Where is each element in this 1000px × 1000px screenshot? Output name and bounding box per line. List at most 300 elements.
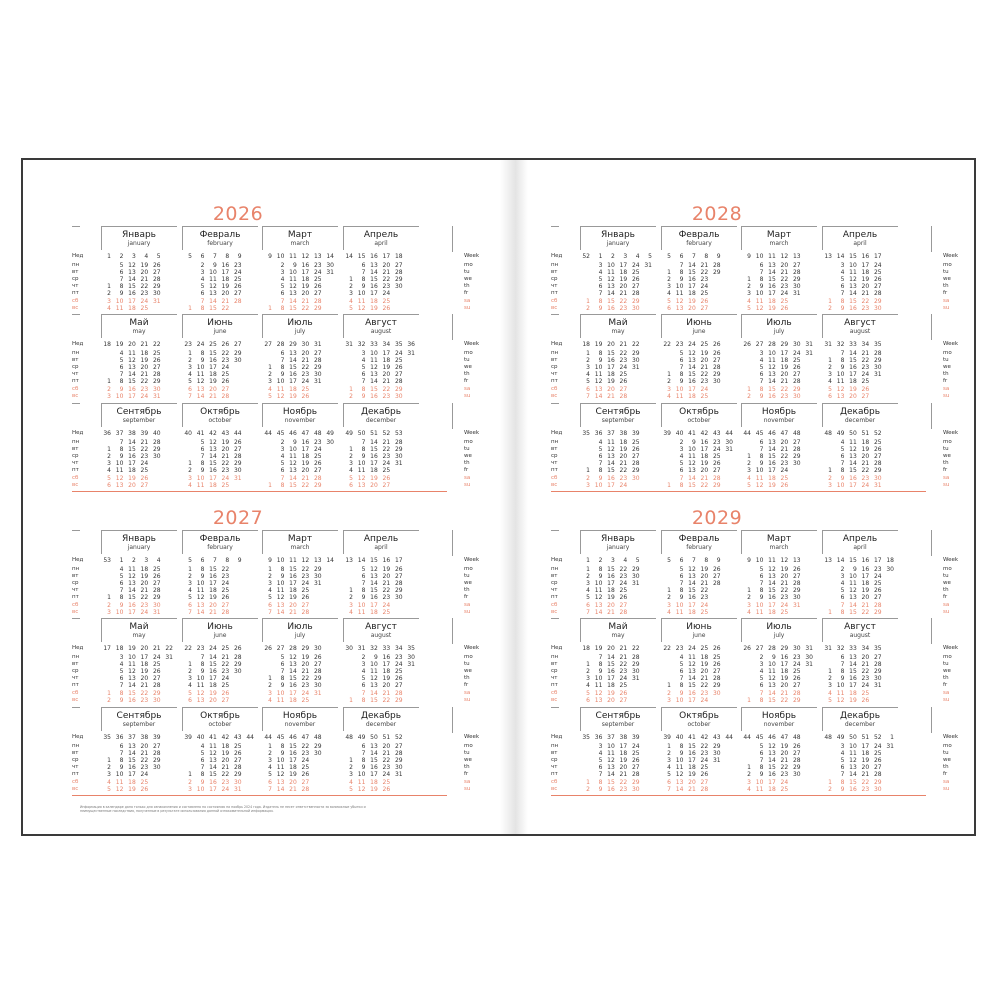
week-number: 30	[301, 341, 310, 348]
day-cell: 18	[768, 297, 776, 305]
week-number: 7	[212, 557, 217, 564]
day-cell: 9	[598, 785, 603, 793]
month-name-ru: Март	[287, 534, 313, 544]
day-cell: 2	[667, 378, 671, 386]
day-cell: 18	[688, 764, 696, 772]
day-cell: 12	[675, 297, 684, 305]
day-cell: 10	[289, 269, 297, 277]
week-number: 26	[712, 645, 721, 652]
day-cell: 13	[594, 696, 603, 704]
day-cell: 4	[268, 764, 272, 772]
quarter-row	[551, 226, 963, 312]
day-cell: 23	[233, 262, 242, 269]
week-number: 20	[128, 341, 136, 348]
day-cell: 27	[873, 654, 882, 661]
month-name-en: october	[687, 417, 711, 424]
day-cell: 13	[128, 675, 136, 683]
day-cell: 17	[128, 771, 136, 779]
day-cell: 31	[631, 580, 640, 588]
frame-line	[343, 314, 419, 315]
week-label-en: Week	[464, 253, 480, 259]
day-cell: 9	[771, 654, 776, 661]
day-cell: 11	[357, 467, 366, 475]
day-label-en: mo	[943, 439, 952, 445]
day-cell: 30	[313, 750, 322, 758]
day-cell: 11	[768, 668, 776, 676]
day-cell: 3	[828, 682, 832, 690]
day-cell: 4	[747, 297, 751, 305]
day-cell: 15	[849, 668, 857, 676]
day-cell: 26	[140, 785, 149, 793]
month-name-ru: Ноябрь	[761, 711, 797, 721]
month-name-ru: Январь	[122, 534, 156, 544]
month-name-ru: Август	[365, 318, 397, 328]
frame-line	[262, 530, 338, 531]
day-cell: 31	[407, 350, 415, 357]
day-label-en: sa	[464, 474, 471, 481]
day-cell: 11	[836, 378, 845, 386]
day-cell: 8	[840, 608, 845, 616]
day-cell: 30	[152, 453, 161, 461]
day-cell: 28	[394, 750, 403, 758]
frame-line	[551, 314, 559, 315]
day-cell: 1	[107, 757, 111, 765]
day-cell: 29	[152, 283, 161, 291]
day-label-en: th	[464, 460, 470, 467]
day-label-ru: сб	[551, 297, 558, 304]
day-cell: 13	[370, 682, 378, 690]
day-cell: 9	[759, 392, 764, 400]
day-cell: 25	[873, 439, 882, 446]
day-cell: 22	[301, 364, 310, 372]
day-label-en: su	[464, 785, 471, 792]
day-cell: 29	[631, 350, 640, 357]
week-number: 35	[873, 645, 882, 652]
day-cell: 6	[107, 481, 111, 489]
day-cell: 29	[873, 297, 882, 305]
day-cell: 28	[792, 269, 801, 277]
day-cell: 19	[140, 262, 149, 269]
day-cell: 21	[221, 654, 230, 661]
day-cell: 7	[759, 580, 764, 588]
day-cell: 16	[768, 283, 776, 291]
day-cell: 1	[268, 743, 272, 750]
day-cell: 19	[780, 743, 789, 750]
day-cell: 17	[688, 696, 696, 704]
day-cell: 3	[840, 262, 845, 269]
day-cell: 20	[607, 385, 615, 393]
day-label-en: sa	[943, 385, 950, 392]
day-labels-en	[452, 314, 481, 400]
day-cell: 15	[209, 661, 217, 669]
day-cell: 21	[140, 682, 149, 690]
day-cell: 5	[598, 276, 603, 284]
day-cell: 15	[370, 276, 378, 284]
day-cell: 24	[394, 350, 403, 357]
day-cell: 17	[849, 481, 857, 489]
day-cell: 1	[349, 446, 353, 454]
month-name-ru: Декабрь	[839, 407, 881, 417]
day-cell: 19	[140, 668, 149, 676]
day-cell: 7	[280, 474, 285, 482]
day-cell: 3	[188, 474, 192, 482]
day-label-en: mo	[943, 262, 952, 268]
frame-line	[551, 530, 559, 531]
month-december	[822, 403, 904, 489]
day-cell: 25	[861, 378, 870, 386]
week-number: 48	[824, 430, 832, 437]
day-cell: 29	[394, 446, 403, 454]
day-cell: 24	[301, 757, 310, 765]
day-labels-ru	[72, 403, 101, 489]
week-number: 29	[780, 341, 789, 348]
month-name-en: february	[686, 544, 712, 551]
year-title: 2027	[212, 507, 264, 529]
day-cell: 5	[747, 304, 751, 312]
day-cell: 17	[301, 446, 310, 454]
day-label-ru: ср	[551, 364, 558, 371]
day-cell: 18	[289, 385, 297, 393]
day-cell: 7	[759, 378, 764, 386]
day-cell: 2	[586, 785, 590, 793]
day-cell: 30	[712, 750, 721, 758]
day-cell: 10	[209, 269, 217, 277]
day-cell: 1	[747, 696, 751, 704]
day-cell: 13	[688, 668, 696, 676]
week-number: 35	[582, 734, 590, 741]
week-number: 30	[792, 341, 801, 348]
day-cell: 30	[805, 654, 813, 661]
day-cell: 27	[394, 743, 403, 750]
day-label-ru: пт	[72, 682, 79, 689]
day-cell: 25	[301, 696, 310, 704]
day-labels-ru	[551, 707, 580, 793]
month-name-en: october	[208, 721, 232, 728]
day-cell: 1	[188, 460, 192, 468]
day-label-en: tu	[464, 269, 470, 276]
day-cell: 7	[119, 439, 124, 446]
year-title: 2029	[691, 507, 743, 529]
month-november	[262, 707, 344, 793]
day-cell: 6	[840, 453, 845, 461]
day-cell: 15	[849, 357, 857, 365]
day-cell: 11	[849, 439, 857, 446]
day-cell: 23	[382, 283, 391, 291]
day-cell: 5	[840, 276, 845, 284]
day-cell: 5	[598, 757, 603, 765]
week-number: 44	[264, 734, 272, 741]
day-cell: 17	[140, 654, 149, 661]
day-cell: 30	[313, 573, 322, 581]
day-cell: 6	[280, 290, 285, 298]
week-number: 52	[394, 734, 403, 741]
frame-line	[822, 403, 898, 404]
day-cell: 7	[280, 668, 285, 676]
week-number: 47	[780, 734, 789, 741]
day-cell: 24	[313, 269, 322, 277]
day-cell: 30	[326, 262, 334, 269]
day-cell: 13	[849, 283, 857, 291]
day-cell: 19	[861, 446, 870, 454]
day-cell: 20	[780, 371, 789, 379]
quarter-row	[551, 707, 963, 793]
day-cell: 14	[594, 608, 603, 616]
day-cell: 15	[768, 587, 776, 595]
frame-line	[101, 707, 177, 708]
day-cell: 18	[209, 682, 217, 690]
month-name-en: july	[294, 632, 306, 639]
day-cell: 19	[128, 474, 136, 482]
day-cell: 11	[128, 661, 136, 669]
day-cell: 22	[861, 668, 870, 676]
day-cell: 14	[128, 750, 136, 758]
day-cell: 10	[196, 675, 205, 683]
day-cell: 23	[619, 785, 628, 793]
day-cell: 7	[200, 453, 205, 461]
month-july	[262, 314, 344, 400]
day-cell: 9	[679, 689, 684, 697]
week-number: 39	[184, 734, 192, 741]
day-cell: 22	[221, 661, 230, 669]
day-cell: 15	[209, 350, 217, 357]
week-number: 7	[691, 557, 696, 564]
day-cell: 18	[301, 276, 310, 284]
day-cell: 31	[792, 601, 801, 609]
day-cell: 5	[188, 594, 192, 602]
day-cell: 28	[792, 580, 801, 588]
day-cell: 31	[313, 378, 322, 386]
day-cell: 1	[107, 594, 111, 602]
day-cell: 26	[792, 566, 801, 573]
day-cell: 1	[747, 385, 751, 393]
day-cell: 9	[119, 290, 124, 298]
day-cell: 13	[115, 481, 124, 489]
day-cell: 21	[221, 764, 230, 772]
month-name-en: december	[844, 417, 876, 424]
day-cell: 28	[700, 785, 709, 793]
day-cell: 9	[840, 474, 845, 482]
week-number: 11	[768, 253, 776, 260]
week-number: 34	[382, 341, 391, 348]
day-cell: 2	[188, 357, 192, 365]
week-label-en: Week	[943, 645, 959, 651]
day-cell: 5	[268, 771, 272, 779]
day-cell: 23	[861, 474, 870, 482]
day-cell: 4	[349, 467, 353, 475]
accent-separator	[72, 491, 447, 492]
day-cell: 2	[586, 304, 590, 312]
day-cell: 1	[747, 764, 751, 772]
day-label-en: we	[464, 580, 472, 587]
day-cell: 29	[631, 566, 640, 573]
day-cell: 12	[594, 689, 603, 697]
day-cell: 15	[370, 587, 378, 595]
day-label-ru: чт	[551, 675, 558, 682]
week-number: 19	[115, 341, 124, 348]
day-cell: 24	[140, 460, 149, 468]
day-cell: 4	[107, 778, 111, 786]
day-cell: 21	[140, 276, 149, 284]
day-cell: 7	[119, 371, 124, 379]
day-cell: 2	[361, 654, 366, 661]
day-cell: 2	[828, 675, 832, 683]
day-label-ru: вт	[551, 573, 558, 580]
day-cell: 9	[840, 304, 845, 312]
day-cell: 24	[631, 743, 640, 750]
day-cell: 2	[107, 385, 111, 393]
week-number: 34	[861, 645, 870, 652]
day-cell: 10	[196, 580, 205, 588]
day-label-ru: сб	[72, 385, 79, 392]
day-cell: 4	[667, 392, 671, 400]
day-cell: 5	[280, 460, 285, 468]
day-cell: 28	[233, 764, 242, 772]
day-cell: 26	[221, 378, 230, 386]
day-cell: 3	[349, 601, 353, 609]
week-number: 52	[873, 734, 882, 741]
week-number: 36	[115, 734, 124, 741]
week-number: 32	[836, 645, 845, 652]
day-cell: 26	[873, 587, 882, 595]
day-cell: 28	[221, 392, 230, 400]
day-cell: 10	[607, 743, 615, 750]
day-label-ru: ср	[72, 364, 79, 371]
day-cell: 20	[619, 453, 628, 461]
week-number: 22	[165, 645, 173, 652]
day-cell: 21	[861, 601, 870, 609]
day-cell: 14	[675, 785, 684, 793]
day-cell: 13	[128, 580, 136, 588]
day-cell: 21	[780, 689, 789, 697]
day-cell: 24	[619, 364, 628, 372]
day-cell: 27	[700, 304, 709, 312]
day-cell: 11	[849, 750, 857, 758]
day-cell: 25	[301, 587, 310, 595]
day-cell: 13	[768, 262, 776, 269]
day-cell: 26	[233, 283, 242, 291]
month-name-ru: Октябрь	[679, 407, 719, 417]
day-cell: 14	[128, 276, 136, 284]
day-cell: 21	[382, 439, 391, 446]
day-cell: 4	[188, 371, 192, 379]
day-cell: 3	[586, 675, 590, 683]
week-number: 42	[700, 734, 709, 741]
day-labels-en	[452, 707, 481, 793]
day-cell: 5	[349, 474, 353, 482]
day-cell: 8	[280, 364, 285, 372]
day-cell: 27	[301, 601, 310, 609]
day-cell: 8	[361, 757, 366, 765]
day-cell: 7	[119, 276, 124, 284]
day-cell: 29	[152, 378, 161, 386]
day-cell: 20	[861, 594, 870, 602]
week-number: 18	[582, 645, 590, 652]
day-cell: 11	[594, 371, 603, 379]
day-cell: 4	[200, 276, 205, 284]
month-name-en: february	[207, 240, 233, 247]
day-label-en: fr	[943, 467, 948, 474]
quarter-row	[551, 314, 963, 400]
day-cell: 16	[301, 262, 310, 269]
week-number: 49	[836, 734, 845, 741]
week-number: 44	[743, 430, 751, 437]
day-cell: 30	[873, 364, 882, 372]
day-cell: 10	[755, 467, 764, 475]
week-number: 17	[103, 645, 111, 652]
day-cell: 6	[119, 675, 124, 683]
frame-line	[101, 403, 177, 404]
quarter-row	[551, 618, 963, 704]
frame-line	[661, 707, 737, 708]
day-cell: 16	[688, 378, 696, 386]
day-cell: 12	[594, 378, 603, 386]
week-number: 20	[607, 645, 615, 652]
day-label-en: we	[943, 364, 951, 371]
week-number: 44	[725, 430, 733, 437]
day-cell: 12	[688, 566, 696, 573]
day-cell: 19	[289, 392, 297, 400]
frame-line	[452, 707, 453, 733]
day-cell: 30	[233, 668, 242, 676]
day-cell: 26	[221, 689, 230, 697]
week-number: 3	[144, 557, 149, 564]
day-cell: 23	[301, 573, 310, 581]
day-cell: 8	[280, 566, 285, 573]
day-cell: 8	[361, 696, 366, 704]
day-label-en: su	[464, 481, 471, 488]
day-labels-en	[931, 226, 960, 312]
day-cell: 12	[289, 283, 297, 291]
day-cell: 31	[725, 446, 733, 454]
week-number: 48	[345, 734, 353, 741]
week-number: 16	[861, 253, 870, 260]
day-cell: 13	[849, 654, 857, 661]
month-name-ru: Февраль	[199, 230, 241, 240]
day-cell: 20	[688, 304, 696, 312]
quarter-row	[72, 530, 484, 616]
day-cell: 11	[755, 785, 764, 793]
day-cell: 31	[873, 371, 882, 379]
day-cell: 2	[828, 364, 832, 372]
month-name-en: february	[686, 240, 712, 247]
day-cell: 20	[221, 757, 230, 765]
day-cell: 7	[598, 654, 603, 661]
day-cell: 11	[755, 297, 764, 305]
day-cell: 9	[200, 357, 205, 365]
frame-line	[931, 530, 932, 556]
day-cell: 28	[873, 290, 882, 298]
month-june	[661, 314, 743, 400]
week-number: 26	[264, 645, 272, 652]
day-cell: 2	[747, 283, 751, 291]
day-cell: 19	[140, 573, 149, 581]
day-cell: 23	[313, 439, 322, 446]
day-cell: 8	[200, 350, 205, 357]
frame-line	[661, 403, 737, 404]
day-cell: 27	[712, 668, 721, 676]
day-cell: 19	[301, 460, 310, 468]
day-cell: 14	[370, 439, 378, 446]
month-name-en: august	[370, 632, 392, 639]
day-cell: 24	[382, 290, 391, 298]
week-number: 39	[631, 734, 640, 741]
week-number: 31	[805, 341, 813, 348]
day-cell: 16	[209, 357, 217, 365]
day-cell: 8	[679, 269, 684, 277]
day-label-ru: ср	[551, 668, 558, 675]
day-cell: 17	[619, 262, 628, 269]
day-cell: 23	[712, 439, 721, 446]
